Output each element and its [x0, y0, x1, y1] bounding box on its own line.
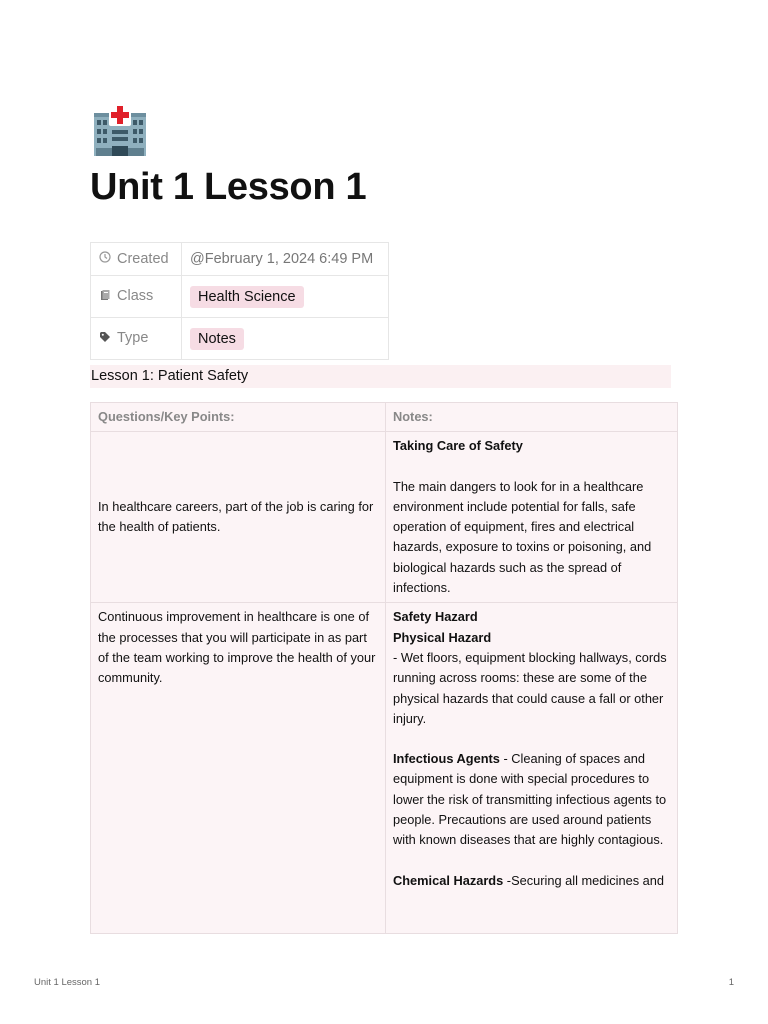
page-title: Unit 1 Lesson 1: [90, 166, 367, 208]
tag-icon: [99, 331, 113, 347]
chemical-hazards-paragraph: [393, 871, 670, 891]
physical-hazard-text: - Wet floors, equipment blocking hallways, cords running across rooms: these are some of the physical hazards that could cause a fall or other injury.: [393, 649, 667, 726]
infectious-agents-paragraph: [393, 749, 670, 850]
header-notes: Notes:: [386, 403, 678, 432]
property-key-label: Class: [117, 288, 154, 305]
table-header-row: [91, 403, 678, 432]
clock-icon: [99, 251, 113, 267]
class-tag[interactable]: Health Science: [190, 286, 304, 308]
safety-hazard-heading: Safety Hazard: [393, 609, 478, 625]
table-row: [91, 603, 678, 934]
table-row: [91, 432, 678, 603]
type-tag[interactable]: Notes: [190, 328, 244, 350]
page-number: 1: [728, 977, 734, 988]
key-point-cell[interactable]: Continuous improvement in healthcare is one of the processes that you will participate in as part of the team working to improve the health of your community.: [91, 603, 386, 934]
chemical-hazards-text: -Securing all medicines and: [503, 872, 665, 888]
property-key-class: [91, 276, 182, 318]
notes-cell[interactable]: [386, 603, 678, 934]
lesson-callout: Lesson 1: Patient Safety: [90, 365, 671, 388]
property-value-created[interactable]: @February 1, 2024 6:49 PM: [182, 243, 389, 276]
book-icon: [99, 289, 113, 305]
header-key-points: Questions/Key Points:: [91, 403, 386, 432]
property-row-type: [91, 318, 389, 360]
property-row-class: [91, 276, 389, 318]
infectious-agents-label: Infectious Agents: [393, 751, 500, 767]
chemical-hazards-label: Chemical Hazards: [393, 872, 504, 888]
hospital-icon: [92, 100, 148, 156]
notes-heading: Taking Care of Safety: [393, 438, 523, 454]
key-point-cell[interactable]: In healthcare careers, part of the job is caring for the health of patients.: [91, 432, 386, 603]
property-key-label: Type: [117, 330, 149, 347]
notes-text: The main dangers to look for in a healthcare environment include potential for falls, safe operation of equipment, fires and electrical hazards, exposure to toxins or poisoning, and biological hazards such as the spread of infections.: [393, 478, 652, 596]
property-value-class[interactable]: [182, 276, 389, 318]
property-value-type[interactable]: [182, 318, 389, 360]
properties-table: [90, 242, 389, 360]
physical-hazard-heading: Physical Hazard: [393, 629, 492, 645]
property-row-created: [91, 243, 389, 276]
notes-table: [90, 402, 678, 934]
property-key-created: [91, 243, 182, 276]
property-key-label: Created: [117, 250, 169, 267]
footer-title: Unit 1 Lesson 1: [34, 977, 101, 988]
infectious-agents-text: - Cleaning of spaces and equipment is done with special procedures to lower the risk of transmitting infectious agents to people. Precautions are used around patients with known diseases that are highly contagious.: [393, 751, 667, 848]
notes-cell[interactable]: [386, 432, 678, 603]
property-key-type: [91, 318, 182, 360]
